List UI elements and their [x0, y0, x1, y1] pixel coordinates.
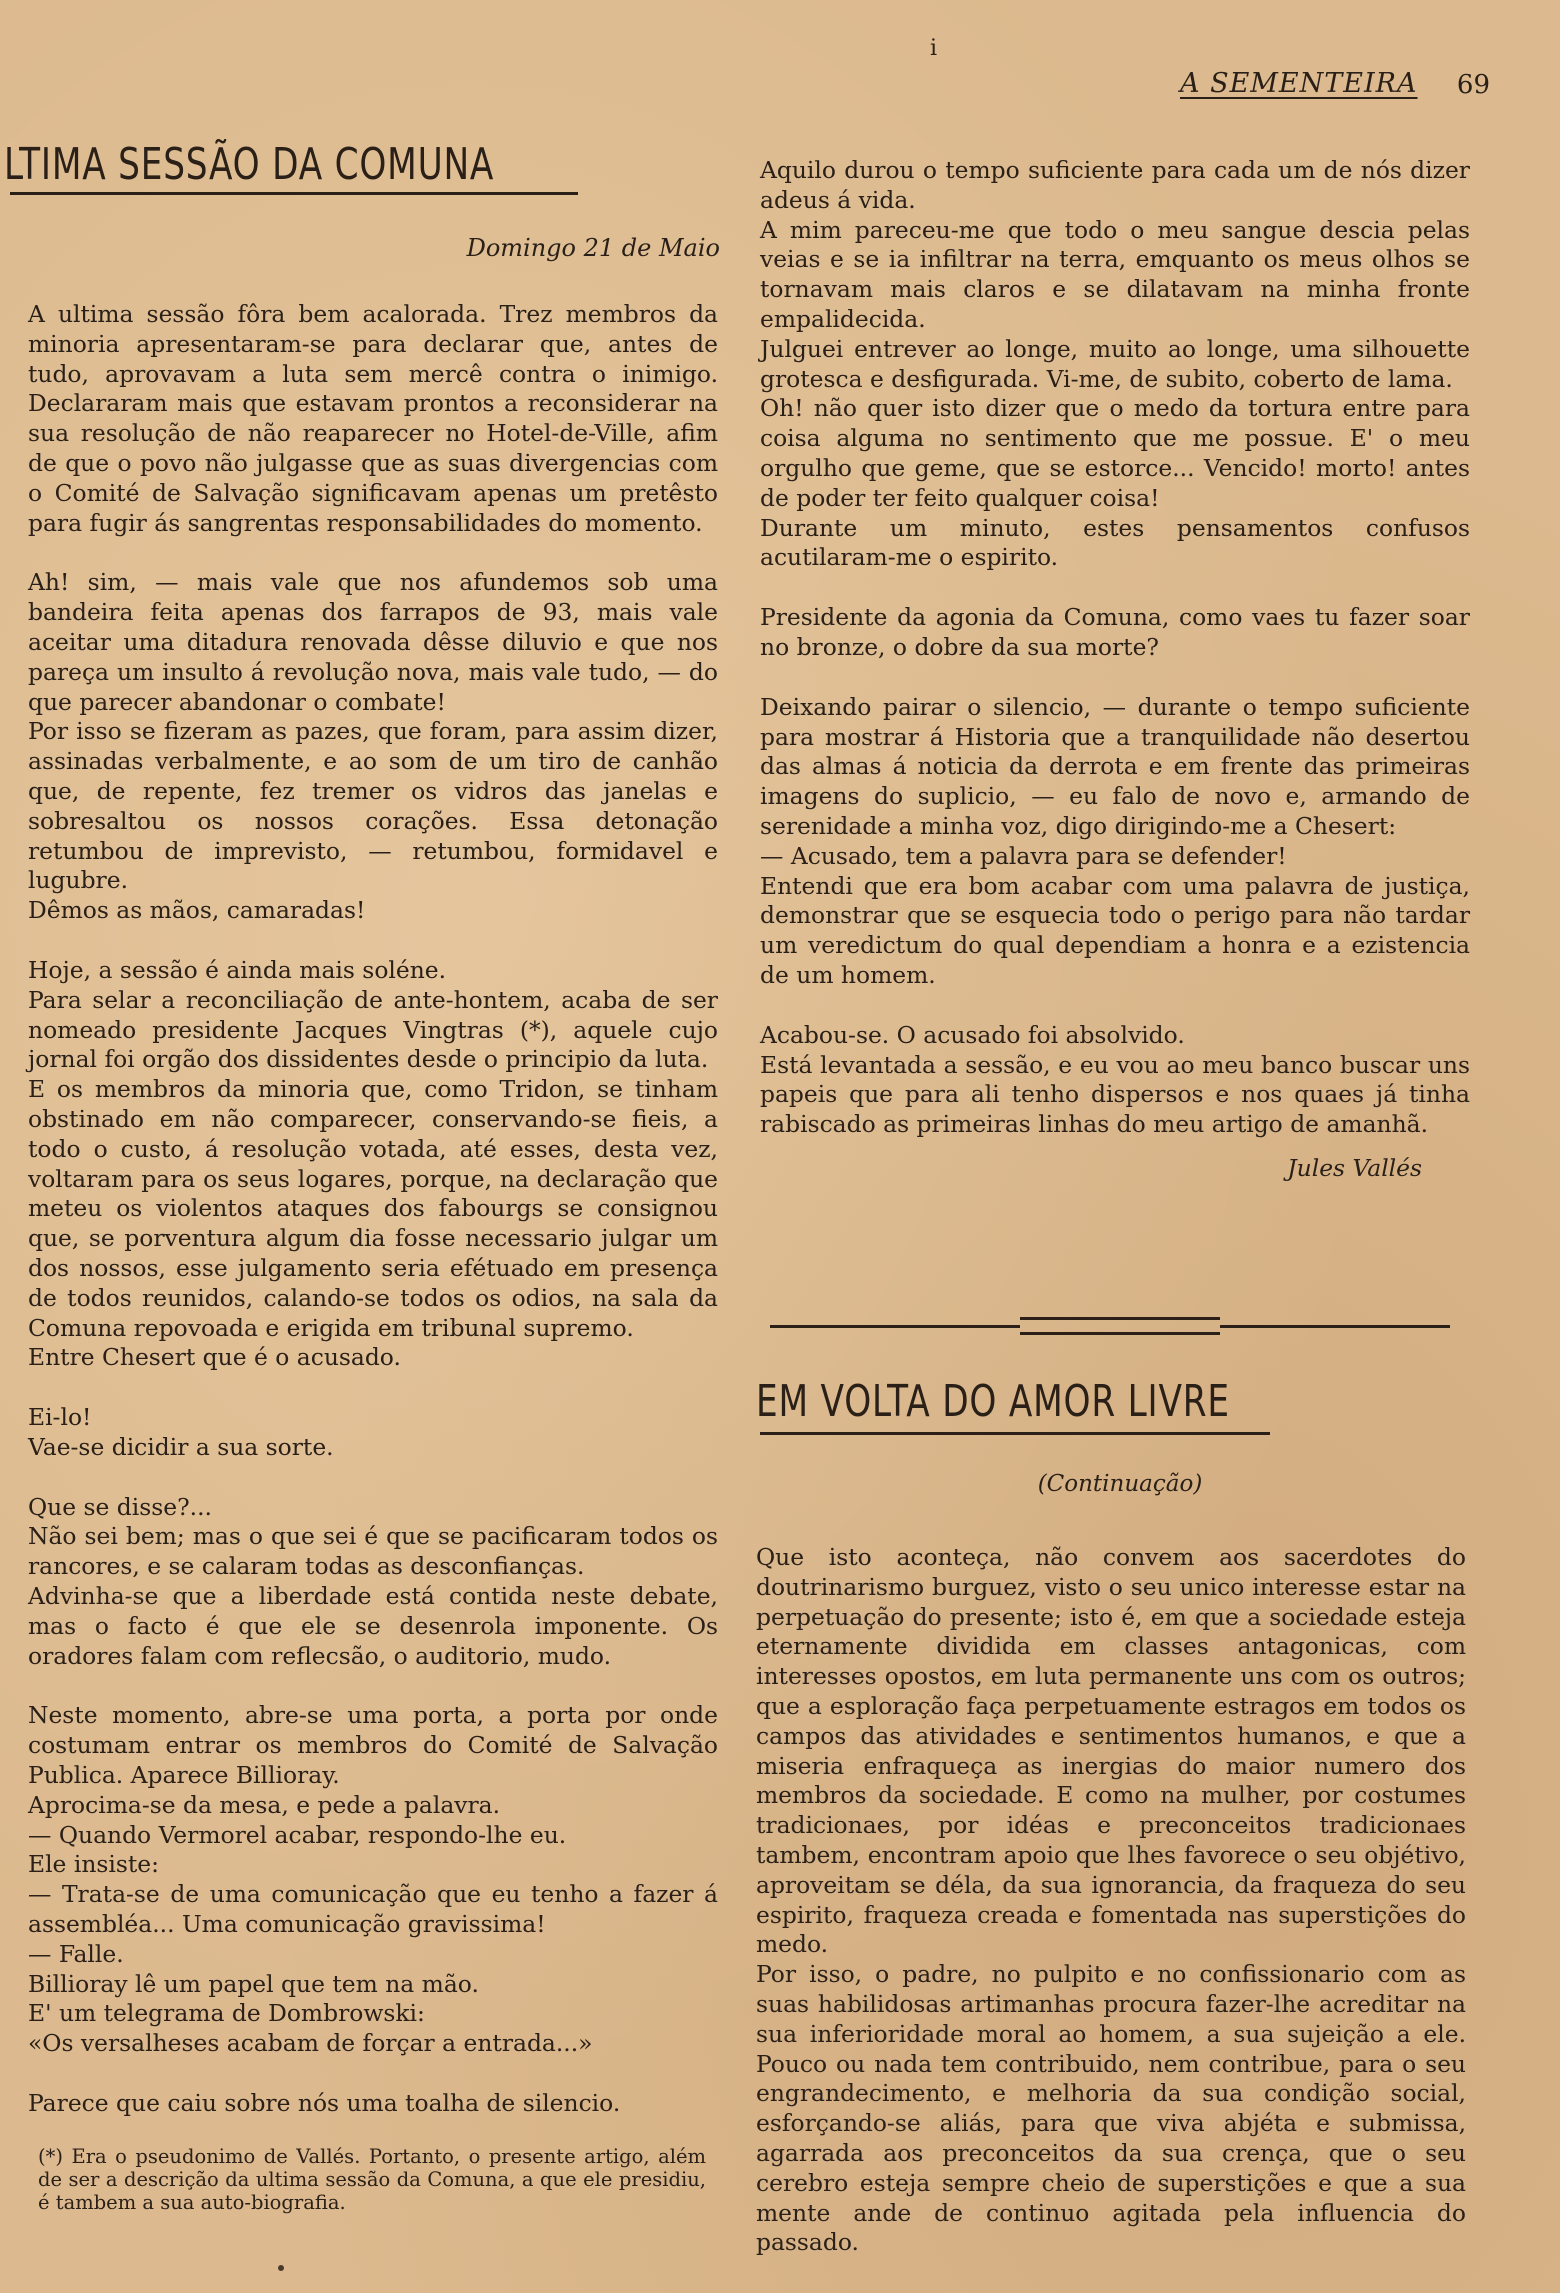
- paragraph: Que isto aconteça, não convem aos sacerdotes do doutrinarismo burguez, visto o seu unico interesse estar na perpetuação do presente; isto é, em que a sociedade esteja eternamente dividida em classes antagonicas, com interesses opostos, em luta permanente uns com os outros; que a esploração faça perpetuamente estragos em todos os campos das atividades e sentimentos humanos, e que a miseria enfraqueça as inergias do maior numero dos membros da sociedade. E como na mulher, por costumes tradicionaes, por idéas e preconceitos tradicionaes tambem, encontram apoio que lhes favorece o seu objétivo, aproveitam se déla, da sua ignorancia, da fraqueza do seu espirito, fraqueza creada e fomentada nas superstições do medo.: [756, 1543, 1466, 1959]
- paragraph: Deixando pairar o silencio, — durante o tempo suficiente para mostrar á Historia que a tranquilidade não desertou das almas á noticia da derrota e em frente das primeiras imagens do suplicio, — eu falo de novo e, armando de serenidade a minha voz, digo dirigindo-me a Chesert:: [760, 692, 1470, 840]
- section-separator: [770, 1313, 1450, 1343]
- paragraph: Neste momento, abre-se uma porta, a porta por onde costumam entrar os membros do Comité de Salvação Publica. Aparece Billioray.: [28, 1701, 718, 1790]
- left-column: [28, 300, 718, 2119]
- paragraph: — Trata-se de uma comunicação que eu tenho a fazer á assembléa... Uma comunicação gravissima!: [28, 1880, 718, 1939]
- paragraph: Aquilo durou o tempo suficiente para cada um de nós dizer adeus á vida.: [760, 156, 1470, 214]
- title-underline: [10, 192, 578, 195]
- paragraph: A mim pareceu-me que todo o meu sangue descia pelas veias e se ia infiltrar na terra, emquanto os meus olhos se tornavam mais claros e se dilatavam na minha fronte empalidecida.: [760, 215, 1470, 333]
- paragraph: Não sei bem; mas o que sei é que se pacificaram todos os rancores, e se calaram todas as desconfianças.: [28, 1522, 718, 1581]
- paragraph: Ele insiste:: [28, 1850, 159, 1879]
- paragraph: «Os versalheses acabam de forçar a entrada...»: [28, 2029, 593, 2058]
- paragraph: — Acusado, tem a palavra para se defender!: [760, 841, 1287, 870]
- right-column: [760, 156, 1470, 1184]
- paragraph: Para selar a reconciliação de ante-hontem, acaba de ser nomeado presidente Jacques Vingtras (*), aquele cujo jornal foi orgão dos dissidentes desde o principio da luta.: [28, 985, 718, 1074]
- paragraph: Billioray lê um papel que tem na mão.: [28, 1969, 479, 1998]
- article-title: LTIMA SESSÃO DA COMUNA: [4, 139, 495, 190]
- paragraph: Hoje, a sessão é ainda mais soléne.: [28, 955, 447, 984]
- paragraph: Durante um minuto, estes pensamentos confusos acutilaram-me o espirito.: [760, 513, 1470, 572]
- paragraph: E' um telegrama de Dombrowski:: [28, 1999, 425, 2028]
- paragraph: A ultima sessão fôra bem acalorada. Trez membros da minoria apresentaram-se para declarar que, antes de tudo, aprovavam a luta sem mercê contra o inimigo. Declararam mais que estavam prontos a reconsiderar na sua resolução de não reaparecer no Hotel-de-Ville, afim de que o povo não julgasse que as suas divergencias com o Comité de Salvação significavam apenas um pretêsto para fugir ás sangrentas responsabilidades do momento.: [28, 300, 718, 537]
- paragraph: Aprocima-se da mesa, e pede a palavra.: [28, 1790, 501, 1819]
- paragraph: Por isso, o padre, no pulpito e no confissionario com as suas habilidosas artimanhas procura fazer-lhe acreditar na sua inferioridade moral ao homem, a sua sujeição a ele. Pouco ou nada tem contribuido, nem contribue, para o seu engrandecimento, e melhoria da sua condição social, esforçando-se aliás, para que viva abjéta e submissa, agarrada aos preconceitos da sua crença, que o seu cerebro esteja sempre cheio de superstições e que a sua mente ande de continuo agitada pela influencia do passado.: [756, 1960, 1466, 2257]
- article-signature: Jules Vallés: [1287, 1153, 1422, 1182]
- article2-body: [756, 1543, 1466, 2258]
- article-title: EM VOLTA DO AMOR LIVRE: [756, 1376, 1230, 1427]
- paragraph: Vae-se dicidir a sua sorte.: [28, 1432, 334, 1461]
- paragraph: — Quando Vermorel acabar, respondo-lhe eu.: [28, 1820, 567, 1849]
- paragraph: Julguei entrever ao longe, muito ao longe, uma silhouette grotesca e desfigurada. Vi-me, de subito, coberto de lama.: [760, 334, 1470, 393]
- paragraph: Dêmos as mãos, camaradas!: [28, 896, 366, 925]
- paragraph: Advinha-se que a liberdade está contida neste debate, mas o facto é que ele se desenrola imponente. Os oradores falam com reflecsão, o auditorio, mudo.: [28, 1582, 718, 1670]
- paragraph: Oh! não quer isto dizer que o medo da tortura entre para coisa alguma no sentimento que me possue. E' o meu orgulho que geme, que se estorce... Vencido! morto! antes de poder ter feito qualquer coisa!: [760, 394, 1470, 512]
- paragraph: Acabou-se. O acusado foi absolvido.: [760, 1020, 1185, 1049]
- paragraph: — Falle.: [28, 1939, 124, 1968]
- title-underline: [760, 1432, 1270, 1435]
- paragraph: Entre Chesert que é o acusado.: [28, 1343, 401, 1372]
- page-header: [1180, 68, 1490, 108]
- article-subtitle: (Continuação): [1037, 1471, 1203, 1497]
- paragraph: Presidente da agonia da Comuna, como vaes tu fazer soar no bronze, o dobre da sua morte?: [760, 603, 1470, 661]
- print-speck: [278, 2265, 284, 2271]
- paragraph: Que se disse?...: [28, 1492, 212, 1521]
- paragraph: Está levantada a sessão, e eu vou ao meu banco buscar uns papeis que para ali tenho dispersos e nos quaes já tinha rabiscado as primeiras linhas do meu artigo de amanhã.: [760, 1050, 1470, 1139]
- paragraph: Ah! sim, — mais vale que nos afundemos sob uma bandeira feita apenas dos farrapos de 93, mais vale aceitar uma ditadura renovada dêsse diluvio e que nos pareça um insulto á revolução nova, mais vale tudo, — do que parecer abandonar o combate!: [28, 568, 718, 716]
- page-number: 69: [1456, 70, 1490, 100]
- paragraph: E os membros da minoria que, como Tridon, se tinham obstinado em não comparecer, conservando-se fieis, a todo o custo, á resolução votada, até esses, desta vez, voltaram para os seus logares, porque, na declaração que meteu os violentos ataques dos fabourgs se consignou que, se porventura algum dia fosse necessario julgar um dos nossos, esse julgamento seria efétuado em presença de todos reunidos, calando-se todos os odios, na sala da Comuna repovoada e erigida em tribunal supremo.: [28, 1075, 718, 1342]
- paragraph: Parece que caiu sobre nós uma toalha de silencio.: [28, 2089, 621, 2118]
- footnote-text: (*) Era o pseudonimo de Vallés. Portanto, o presente artigo, além de ser a descrição da ultima sessão da Comuna, a que ele presidiu, é tambem a sua auto-biografia.: [38, 2145, 706, 2214]
- paragraph: Por isso se fizeram as pazes, que foram, para assim dizer, assinadas verbalmente, e ao som de um tiro de canhão que, de repente, fez tremer os vidros das janelas e sobresaltou os nossos corações. Essa detonação retumbou de imprevisto, — retumbou, formidavel e lugubre.: [28, 717, 718, 895]
- paragraph: Ei-lo!: [28, 1403, 92, 1432]
- page-mark: i: [930, 36, 938, 61]
- paragraph: Entendi que era bom acabar com uma palavra de justiça, demonstrar que se esquecia todo o perigo para não tardar um veredictum do qual dependiam a honra e a ezistencia de um homem.: [760, 871, 1470, 989]
- footnote: [38, 2145, 706, 2214]
- publication-title: A SEMENTEIRA: [1180, 68, 1418, 99]
- article-dateline: Domingo 21 de Maio: [466, 234, 720, 262]
